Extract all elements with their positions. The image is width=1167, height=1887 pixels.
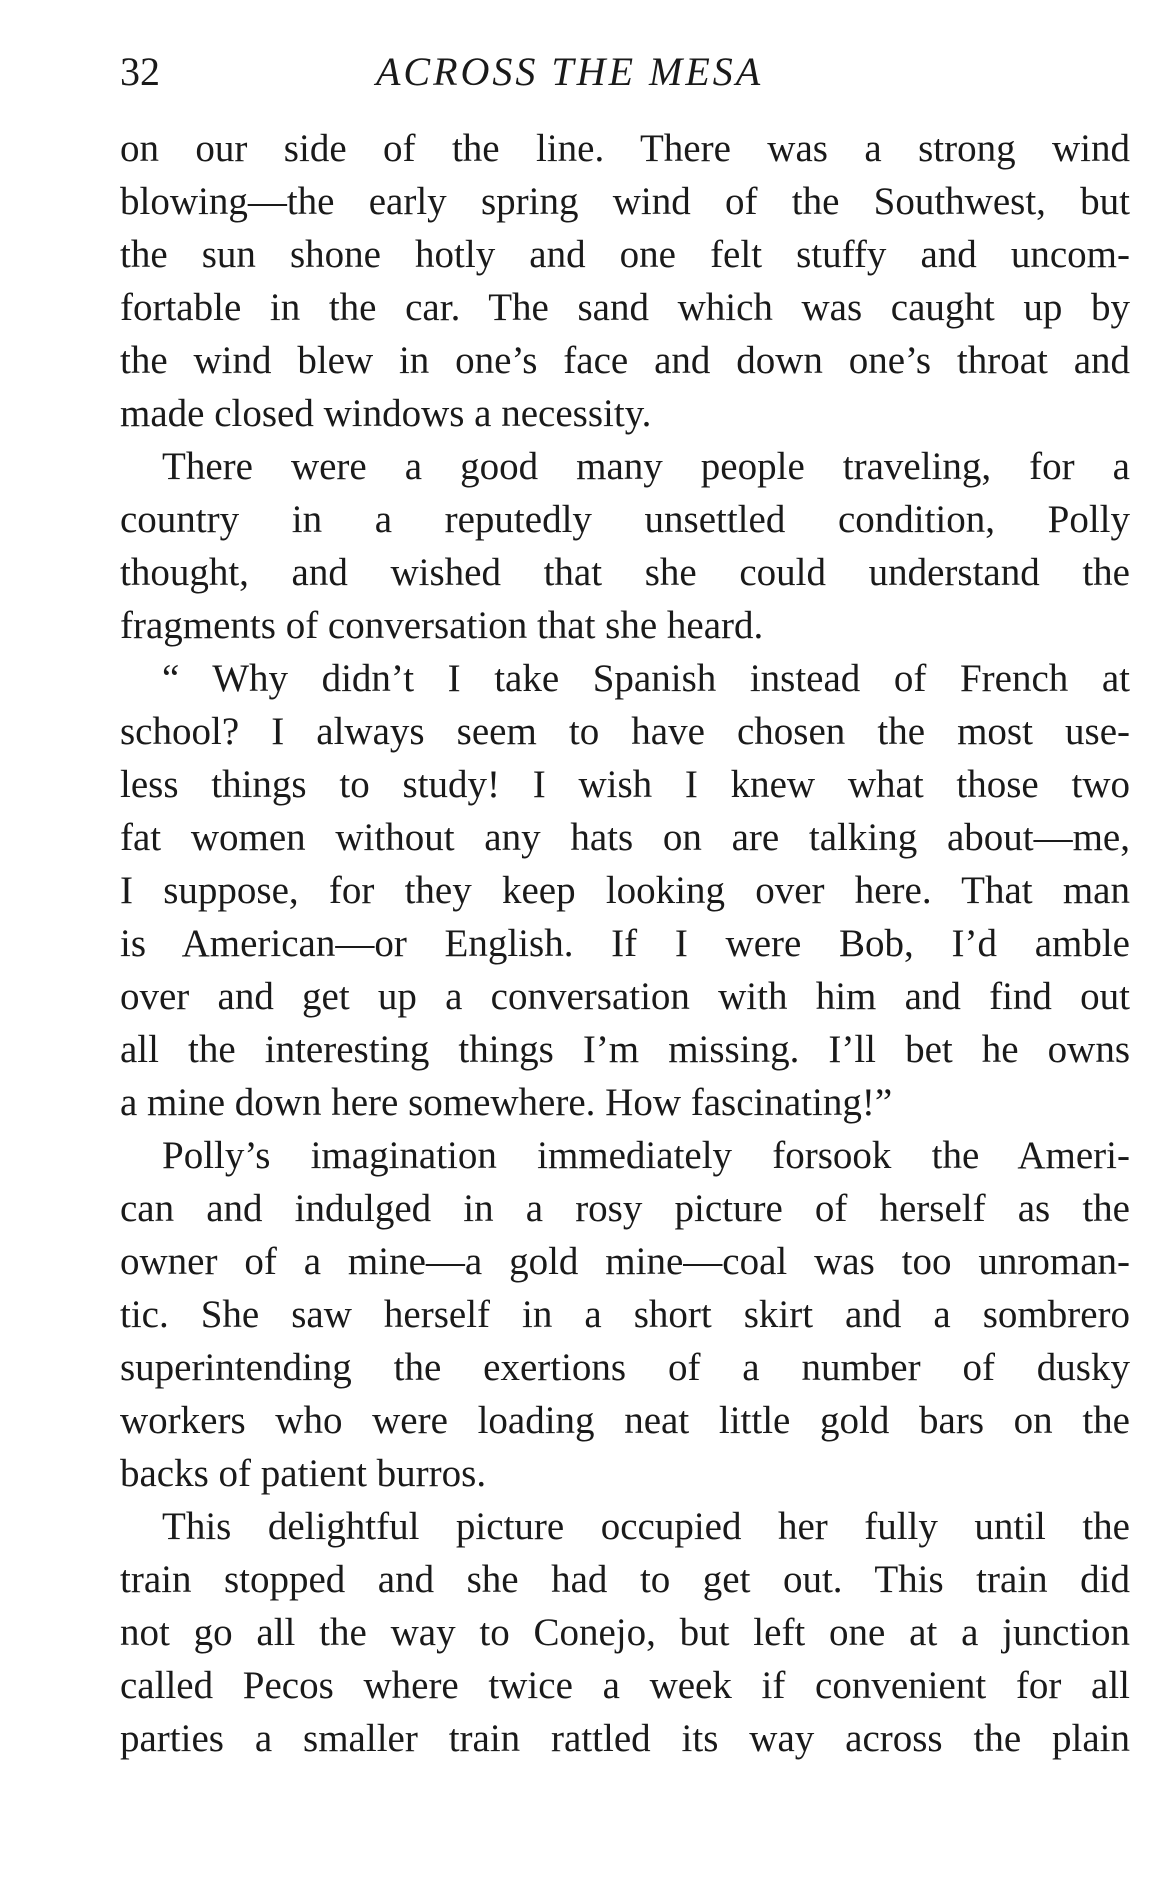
text-line: country in a reputedly unsettled condition, Polly — [120, 498, 1130, 541]
text-line: blowing—the early spring wind of the Southwest, but — [120, 180, 1130, 223]
text-line: owner of a mine—a gold mine—coal was too unroman- — [120, 1240, 1130, 1283]
text-line: superintending the exertions of a number of dusky — [120, 1346, 1130, 1389]
text-line: workers who were loading neat little gold bars on the — [120, 1399, 1130, 1442]
text-line: less things to study! I wish I knew what those two — [120, 763, 1130, 806]
text-line: parties a smaller train rattled its way across the plain — [120, 1717, 1130, 1760]
text-line: can and indulged in a rosy picture of herself as the — [120, 1187, 1130, 1230]
text-line: “ Why didn’t I take Spanish instead of French at — [162, 657, 1130, 700]
text-line: tic. She saw herself in a short skirt and a sombrero — [120, 1293, 1130, 1336]
text-line: fat women without any hats on are talking about—me, — [120, 816, 1130, 859]
text-line: Polly’s imagination immediately forsook the Ameri- — [162, 1134, 1130, 1177]
text-line: all the interesting things I’m missing. I’ll bet he owns — [120, 1028, 1130, 1071]
text-line: thought, and wished that she could understand the — [120, 551, 1130, 594]
text-line: is American—or English. If I were Bob, I’d amble — [120, 922, 1130, 965]
text-line: a mine down here somewhere. How fascinating!” — [120, 1081, 893, 1124]
page-number: 32 — [120, 49, 160, 94]
text-line: There were a good many people traveling, for a — [162, 445, 1130, 488]
text-line: This delightful picture occupied her fully until the — [162, 1505, 1130, 1548]
text-line: over and get up a conversation with him and find out — [120, 975, 1130, 1018]
text-line: fragments of conversation that she heard. — [120, 604, 764, 647]
text-line: called Pecos where twice a week if convenient for all — [120, 1664, 1130, 1707]
text-line: school? I always seem to have chosen the most use- — [120, 710, 1130, 753]
text-line: fortable in the car. The sand which was caught up by — [120, 286, 1130, 329]
page-header — [120, 44, 1130, 100]
text-line: backs of patient burros. — [120, 1452, 487, 1495]
text-line: I suppose, for they keep looking over here. That man — [120, 869, 1130, 912]
text-line: train stopped and she had to get out. This train did — [120, 1558, 1130, 1601]
text-line: the wind blew in one’s face and down one’s throat and — [120, 339, 1130, 382]
text-line: the sun shone hotly and one felt stuffy and uncom- — [120, 233, 1130, 276]
text-line: on our side of the line. There was a strong wind — [120, 127, 1130, 170]
body-text — [120, 122, 1130, 1765]
running-head: ACROSS THE MESA — [376, 49, 764, 94]
text-line: made closed windows a necessity. — [120, 392, 652, 435]
text-line: not go all the way to Conejo, but left one at a junction — [120, 1611, 1130, 1654]
